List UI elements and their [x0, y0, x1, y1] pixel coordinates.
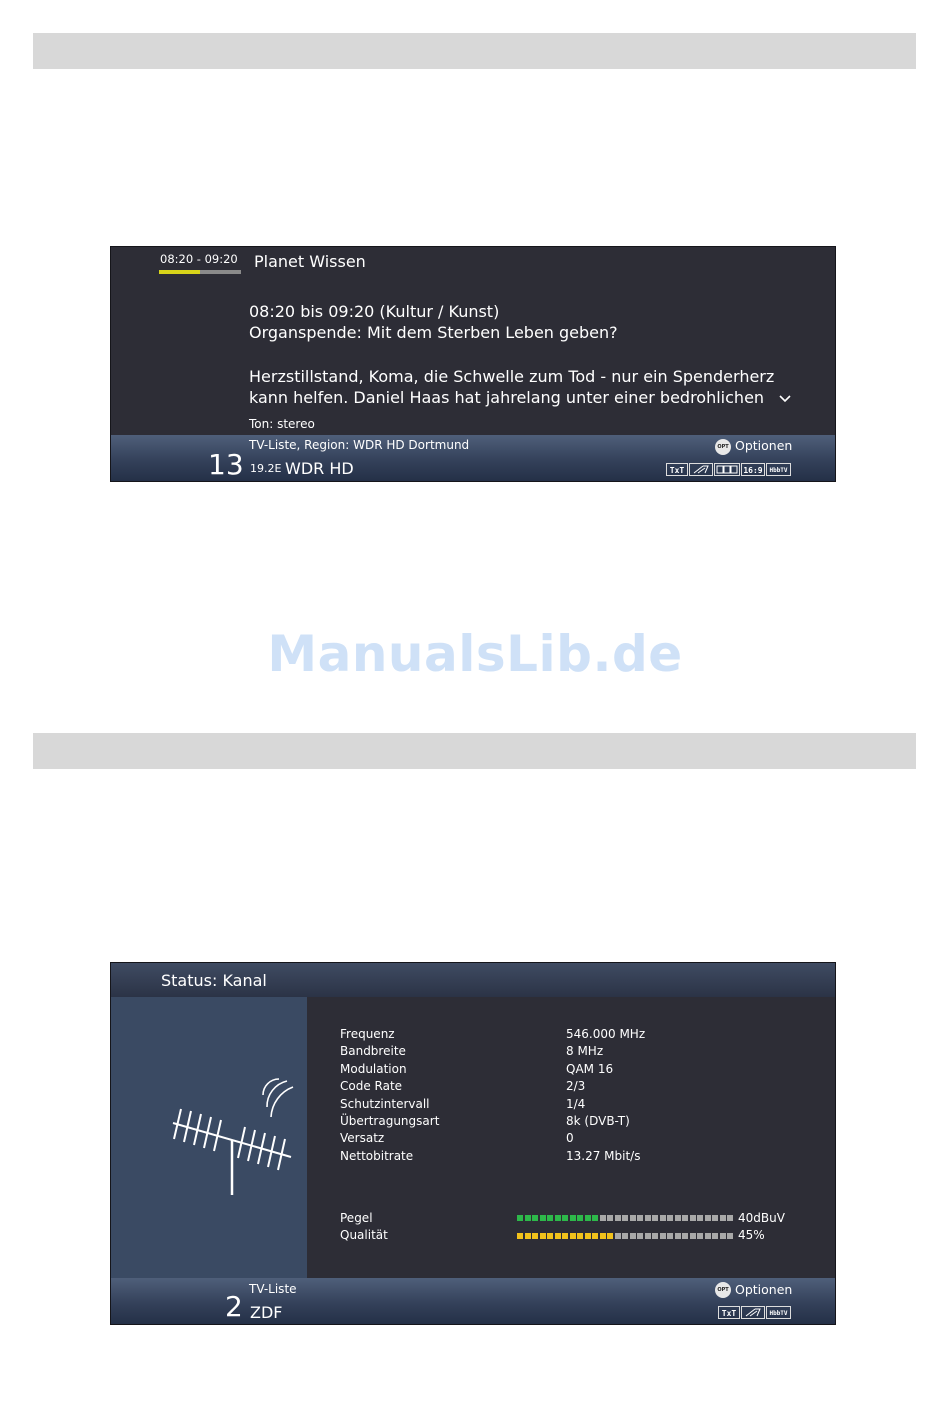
qualitaet-segment: [570, 1233, 576, 1239]
dolby-icon: [714, 463, 740, 476]
qualitaet-segment: [540, 1233, 546, 1239]
qualitaet-segment: [682, 1233, 688, 1239]
param-value: 0: [566, 1131, 574, 1146]
param-value: 546.000 MHz: [566, 1027, 646, 1041]
episode-subtitle: Organspende: Mit dem Sterben Leben geben?: [249, 323, 618, 342]
section-header-bar-2: [33, 733, 916, 769]
qualitaet-label: Qualität: [340, 1228, 388, 1242]
pegel-segment: [720, 1215, 726, 1221]
pegel-segment: [555, 1215, 561, 1221]
pegel-segment: [585, 1215, 591, 1221]
epg-info-screen: [110, 246, 836, 482]
qualitaet-segment: [585, 1233, 591, 1239]
qualitaet-segment: [705, 1233, 711, 1239]
param-label: Nettobitrate: [340, 1148, 414, 1163]
subtitle-icon: [741, 1306, 765, 1319]
qualitaet-segment: [600, 1233, 606, 1239]
time-genre: 08:20 bis 09:20 (Kultur / Kunst): [249, 302, 500, 321]
teletext-badge: TxT: [718, 1306, 740, 1319]
aspect-ratio-badge: 16:9: [741, 463, 765, 476]
chevron-down-icon[interactable]: [779, 394, 791, 404]
param-label: Modulation: [340, 1061, 407, 1076]
qualitaet-segment: [547, 1233, 553, 1239]
qualitaet-segment: [697, 1233, 703, 1239]
qualitaet-segment: [532, 1233, 538, 1239]
pegel-segment: [532, 1215, 538, 1221]
antenna-icon: [111, 997, 307, 1278]
progress-bar: [159, 270, 241, 274]
pegel-segment: [540, 1215, 546, 1221]
qualitaet-segment: [645, 1233, 651, 1239]
pegel-segment: [652, 1215, 658, 1221]
section-header-bar-1: [33, 33, 916, 69]
param-value: 13.27 Mbit/s: [566, 1148, 641, 1163]
qualitaet-segment: [607, 1233, 613, 1239]
param-label: Frequenz: [340, 1027, 395, 1041]
pegel-segment: [517, 1215, 523, 1221]
pegel-segment: [547, 1215, 553, 1221]
qualitaet-segment: [690, 1233, 696, 1239]
time-range: 08:20 - 09:20: [160, 252, 238, 266]
options-label[interactable]: Optionen: [735, 438, 793, 453]
param-value: 2/3: [566, 1079, 586, 1094]
pegel-segment: [637, 1215, 643, 1221]
pegel-segment: [622, 1215, 628, 1221]
info-footer: [111, 435, 835, 481]
audio-info: Ton: stereo: [249, 417, 315, 431]
qualitaet-segment: [727, 1233, 733, 1239]
channel-number: 2: [225, 1290, 243, 1323]
qualitaet-segment: [630, 1233, 636, 1239]
pegel-segment: [690, 1215, 696, 1221]
pegel-segment: [667, 1215, 673, 1221]
options-label[interactable]: Optionen: [735, 1282, 793, 1297]
qualitaet-segment: [720, 1233, 726, 1239]
qualitaet-segment: [525, 1233, 531, 1239]
antenna-panel: [111, 997, 307, 1278]
status-title: Status: Kanal: [161, 971, 267, 990]
param-label: Versatz: [340, 1131, 385, 1146]
qualitaet-meter: [517, 1232, 735, 1239]
qualitaet-segment: [517, 1233, 523, 1239]
qualitaet-segment: [660, 1233, 666, 1239]
pegel-segment: [615, 1215, 621, 1221]
channel-number: 13: [208, 448, 244, 481]
pegel-segment: [592, 1215, 598, 1221]
pegel-segment: [727, 1215, 733, 1221]
hbbtv-badge: HbbTV: [766, 1306, 791, 1319]
qualitaet-value: 45%: [738, 1228, 765, 1242]
pegel-segment: [660, 1215, 666, 1221]
program-title: Planet Wissen: [254, 252, 366, 271]
channel-status-screen: [110, 962, 836, 1325]
qualitaet-segment: [675, 1233, 681, 1239]
qualitaet-segment: [577, 1233, 583, 1239]
param-label: Übertragungsart: [340, 1114, 440, 1128]
qualitaet-segment: [637, 1233, 643, 1239]
pegel-value: 40dBuV: [738, 1211, 785, 1225]
qualitaet-segment: [712, 1233, 718, 1239]
channel-list-label: TV-Liste: [249, 1282, 297, 1296]
pegel-segment: [697, 1215, 703, 1221]
watermark: ManualsLib.de: [267, 625, 683, 683]
qualitaet-segment: [562, 1233, 568, 1239]
pegel-segment: [705, 1215, 711, 1221]
pegel-segment: [525, 1215, 531, 1221]
channel-name: ZDF: [250, 1303, 283, 1322]
pegel-segment: [682, 1215, 688, 1221]
channel-list-label: TV-Liste, Region: WDR HD Dortmund: [249, 438, 470, 452]
pegel-meter: [517, 1214, 735, 1221]
qualitaet-segment: [667, 1233, 673, 1239]
param-label: Code Rate: [340, 1079, 403, 1094]
opt-icon[interactable]: OPT: [715, 1282, 731, 1298]
qualitaet-segment: [622, 1233, 628, 1239]
teletext-badge: TxT: [666, 463, 688, 476]
param-value: QAM 16: [566, 1061, 614, 1076]
pegel-segment: [570, 1215, 576, 1221]
channel-name: WDR HD: [285, 459, 354, 478]
opt-icon[interactable]: OPT: [715, 439, 731, 455]
pegel-segment: [577, 1215, 583, 1221]
param-label: Bandbreite: [340, 1044, 406, 1059]
pegel-segment: [675, 1215, 681, 1221]
subtitle-icon: [689, 463, 713, 476]
status-header: [111, 963, 835, 997]
pegel-segment: [562, 1215, 568, 1221]
pegel-segment: [600, 1215, 606, 1221]
qualitaet-segment: [615, 1233, 621, 1239]
pegel-segment: [630, 1215, 636, 1221]
pegel-segment: [607, 1215, 613, 1221]
param-value: 1/4: [566, 1096, 586, 1111]
pegel-segment: [712, 1215, 718, 1221]
hbbtv-badge: HbbTV: [766, 463, 791, 476]
param-value: 8 MHz: [566, 1044, 604, 1059]
qualitaet-segment: [555, 1233, 561, 1239]
pegel-label: Pegel: [340, 1211, 373, 1225]
qualitaet-segment: [652, 1233, 658, 1239]
param-value: 8k (DVB-T): [566, 1114, 630, 1128]
qualitaet-segment: [592, 1233, 598, 1239]
status-footer: [111, 1278, 835, 1324]
pegel-segment: [645, 1215, 651, 1221]
satellite-position: 19.2E: [250, 462, 282, 475]
progress-fill: [159, 270, 200, 274]
param-label: Schutzintervall: [340, 1096, 430, 1111]
description-line-1: Herzstillstand, Koma, die Schwelle zum Tod - nur ein Spenderherz: [249, 367, 775, 386]
description-line-2: kann helfen. Daniel Haas hat jahrelang unter einer bedrohlichen: [249, 388, 765, 407]
